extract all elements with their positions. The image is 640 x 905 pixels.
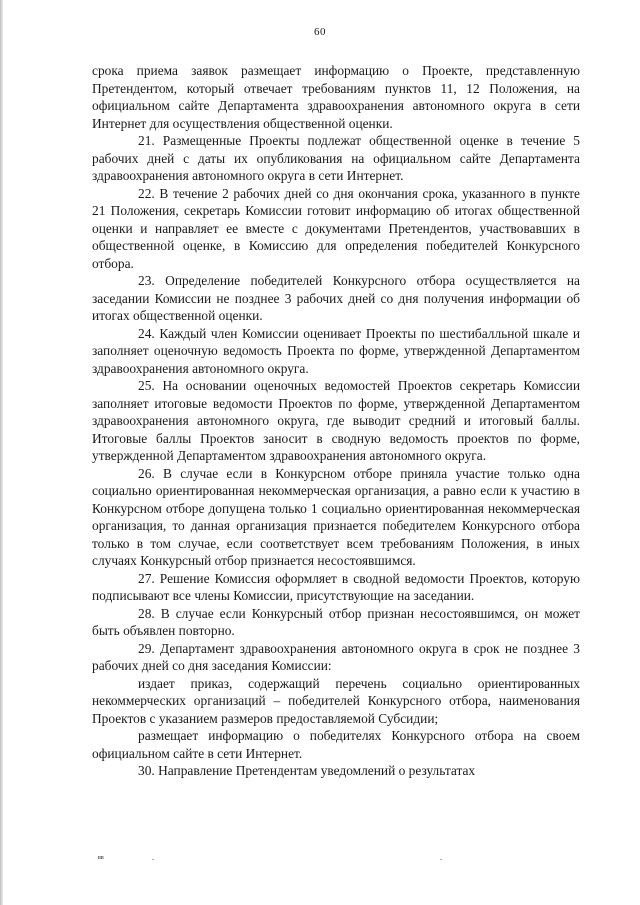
paragraph-27: 27. Решение Комиссия оформляет в сводной ведомости Проектов, которую подписывают все члены Комиссии, присутствующие на заседании. [92, 570, 580, 603]
page-number: 60 [314, 26, 326, 38]
paragraph-29: 29. Департамент здравоохранения автономного округа в срок не позднее 3 рабочих дней со дня заседания Комиссии: [92, 640, 580, 673]
paragraph-29-item-order: издает приказ, содержащий перечень социально ориентированных некоммерческих организаций – победителей Конкурсного отбора, наименования Проектов с указанием размеров предоставляемой Субсидии; [92, 675, 580, 726]
paragraph-22: 22. В течение 2 рабочих дней со дня окончания срока, указанного в пункте 21 Положения, секретарь Комиссии готовит информацию об итогах общественной оценки и направляет ее вместе с документами Претендентов, участвовавших в общественной оценке, в Комиссию для определения победителей Конкурсного отбора. [92, 185, 580, 271]
paragraph-26: 26. В случае если в Конкурсном отборе приняла участие только одна социально ориентированная некоммерческая организация, а равно если к участию в Конкурсном отборе допущена только 1 социально ориентированная некоммерческая организация, то данная организация признается победителем Конкурсного отбора только в том случае, если соответствует всем требованиям Положения, в иных случаях Конкурсный отбор признается несостоявшимся. [92, 465, 580, 568]
paragraph-23: 23. Определение победителей Конкурсного отбора осуществляется на заседании Комиссии не позднее 3 рабочих дней со дня получения информации об итогах общественной оценки. [92, 273, 580, 323]
paragraph-29-item-publish: размещает информацию о победителях Конкурсного отбора на своем официальном сайте в сети Интернет. [92, 728, 580, 761]
footer-mark-right: . [440, 853, 442, 862]
footer-mark-left: вв [98, 855, 104, 861]
paragraph-25: 25. На основании оценочных ведомостей Проектов секретарь Комиссии заполняет итоговые ведомости Проектов по форме, утвержденной Департаментом здравоохранения автономного округа, где выводит средний и итоговый баллы. Итоговые баллы Проектов заносит в сводную ведомость проектов по форме, утвержденной Департаментом здравоохранения автономного округа. [92, 378, 580, 463]
paragraph-24: 24. Каждый член Комиссии оценивает Проекты по шестибалльной шкале и заполняет оценочную ведомость Проекта по форме, утвержденной Департаментом здравоохранения автономного округа. [92, 325, 580, 376]
paragraph-continuation: срока приема заявок размещает информацию о Проекте, представленную Претендентом, который отвечает требованиям пунктов 11, 12 Положения, на официальном сайте Департамента здравоохранения автономного округа в сети Интернет для осуществления общественной оценки. [92, 63, 580, 131]
paragraph-28: 28. В случае если Конкурсный отбор признан несостоявшимся, он может быть объявлен повторно. [92, 605, 580, 638]
paragraph-21: 21. Размещенные Проекты подлежат общественной оценке в течение 5 рабочих дней с даты их опубликования на официальном сайте Департамента здравоохранения автономного округа в сети Интернет. [92, 133, 580, 183]
footer-mark-mid: . [152, 853, 154, 862]
document-body [92, 62, 580, 780]
paragraph-30: 30. Направление Претендентам уведомлений о результатах [138, 763, 476, 778]
scan-edge-shadow [0, 0, 3, 905]
